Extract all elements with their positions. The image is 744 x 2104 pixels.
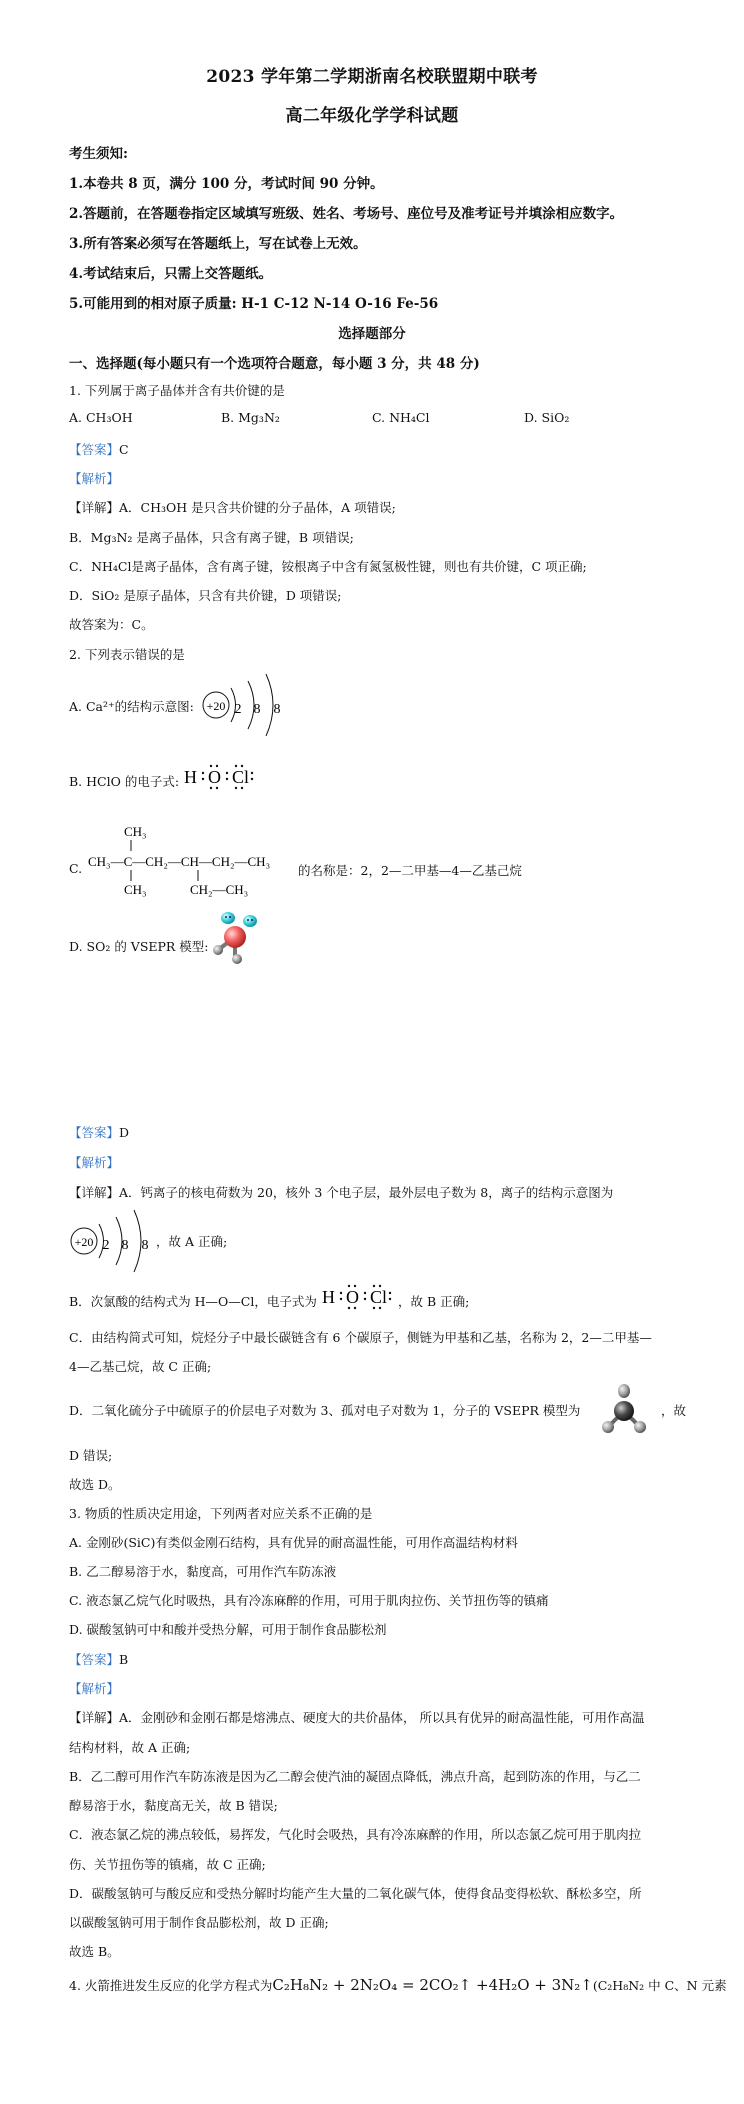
q3-analysis-tag: 【解析】 [69,1681,120,1696]
atom-h: H [184,767,197,787]
q2-option-c-prefix: C. [69,861,83,876]
page-subtitle: 高二年级化学学科试题 [285,106,459,126]
atom-cl: Cl [370,1287,388,1307]
branch-bottom-2: CH₂—CH₃ [190,882,249,897]
q2-option-d: D. SO₂ 的 VSEPR 模型: [69,939,209,954]
hclo-electron-formula [180,758,260,794]
q1-option-a: A. CH₃OH [69,410,133,425]
q3-option-a: A. 金刚砂(SiC)有类似金刚石结构，具有优异的耐高温性能，可用作高温结构材料 [69,1535,518,1550]
q2-stem: 2. 下列表示错误的是 [69,647,185,662]
q3-detail: C．液态氯乙烷的沸点较低，易挥发，气化时会吸热，具有冷冻麻醉的作用，所以态氯乙烷可用于肌肉拉 [69,1827,642,1842]
answer-value: C [119,442,129,457]
atom-h: H [322,1287,335,1307]
shell-count: 8 [253,702,261,717]
section-heading: 一、选择题(每小题只有一个选项符合题意，每小题 3 分，共 48 分) [69,356,480,372]
answer-tag: 【答案】 [69,1125,120,1140]
q3-option-d: D. 碳酸氢钠可中和酸并受热分解，可用于制作食品膨松剂 [69,1622,387,1637]
q1-detail: 【详解】A．CH₃OH 是只含共价键的分子晶体，A 项错误; [69,500,396,515]
ca-ion-diagram [198,670,288,740]
q2-detail-end: ，故 [661,1403,687,1418]
shell-arc [266,674,273,736]
hclo-electron-formula-detail [318,1278,398,1314]
q3-detail: 结构材料，故 A 正确; [69,1740,191,1755]
q2-detail: 4—乙基己烷，故 C 正确; [69,1359,212,1374]
notice-item: 2.答题前，在答题卷指定区域填写班级、姓名、考场号、座位号及准考证号并填涂相应数字。 [69,206,624,222]
branch-bottom-1: CH₃ [124,882,147,897]
q1-detail: C．NH₄Cl是离子晶体，含有离子键，铵根离子中含有氮氢极性键，则也有共价键，C 项正确; [69,559,587,574]
shell-count: 8 [121,1238,129,1253]
q2-analysis-tag: 【解析】 [69,1155,120,1170]
q3-option-b: B. 乙二醇易溶于水，黏度高，可用作汽车防冻液 [69,1564,337,1579]
main-chain: CH₃—C—CH₂—CH—CH₂—CH₃ [88,854,271,869]
q1-stem: 1. 下列属于离子晶体并含有共价键的是 [69,383,285,398]
notice-heading: 考生须知: [69,146,128,162]
answer-value: D [119,1125,130,1140]
section-part: 选择题部分 [338,326,406,342]
alkane-structure [86,818,296,900]
q3-answer [69,1650,128,1668]
q1-conclusion: 故答案为：C。 [69,617,154,632]
shell-count: 2 [234,702,242,717]
q4-stem-end: (C₂H₈N₂ 中 C、N 元素 [592,1978,727,1993]
q2-detail: B．次氯酸的结构式为 H—O—Cl，电子式为 [69,1294,317,1309]
q2-answer [69,1123,129,1141]
answer-tag: 【答案】 [69,442,120,457]
shell-count: 8 [141,1238,149,1253]
branch-top: CH₃ [124,824,147,839]
notice-item: 4.考试结束后，只需上交答题纸。 [69,266,273,282]
atom-o: O [346,1287,359,1307]
q2-option-c-suffix: 的名称是：2，2—二甲基—4—乙基己烷 [298,863,522,878]
page-title: 2023 学年第二学期浙南名校联盟期中联考 [206,67,538,87]
q2-detail: D 错误; [69,1448,113,1463]
q2-option-a: A. Ca²⁺的结构示意图: [69,699,194,714]
shell-count: 2 [102,1238,110,1253]
q3-detail: 以碳酸氢钠可用于制作食品膨松剂，故 D 正确; [69,1915,329,1930]
ca-ion-diagram-detail [66,1206,156,1276]
q2-detail-end: ，故 B 正确; [398,1294,470,1309]
q2-detail: D．二氧化硫分子中硫原子的价层电子对数为 3、孤对电子对数为 1，分子的 VSEPR 模型为 [69,1403,581,1418]
q2-conclusion: 故选 D。 [69,1477,121,1492]
atom-o: O [208,767,221,787]
q1-option-d: D. SiO₂ [524,410,570,425]
q3-detail: 醇易溶于水，黏度高无关，故 B 错误; [69,1798,278,1813]
notice-item: 3.所有答案必须写在答题纸上，写在试卷上无效。 [69,236,367,252]
q3-conclusion: 故选 B。 [69,1944,120,1959]
q3-detail: 【详解】A．金刚砂和金刚石都是熔沸点、硬度大的共价晶体， 所以具有优异的耐高温性能，可用作高温 [69,1710,645,1725]
q3-detail: 伤、关节扭伤等的镇痛，故 C 正确; [69,1857,266,1872]
q4-stem-start: 4. 火箭推进发生反应的化学方程式为 [69,1978,273,1993]
q3-detail: B．乙二醇可用作汽车防冻液是因为乙二醇会使汽油的凝固点降低，沸点升高，起到防冻的作用，与乙二 [69,1769,641,1784]
q2-detail: 【详解】A．钙离子的核电荷数为 20，核外 3 个电子层，最外层电子数为 8，离子的结构示意图为 [69,1185,614,1200]
q2-detail: C．由结构简式可知，烷烃分子中最长碳链含有 6 个碳原子，侧链为甲基和乙基，名称为 2，2—二甲基— [69,1330,652,1345]
nucleus-label: +20 [74,1235,94,1249]
q3-detail: D．碳酸氢钠可与酸反应和受热分解时均能产生大量的二氧化碳气体，使得食品变得松软、酥松多空，所 [69,1886,642,1901]
q3-stem: 3. 物质的性质决定用途，下列两者对应关系不正确的是 [69,1506,373,1521]
answer-tag: 【答案】 [69,1652,120,1667]
q4-stem [69,1976,727,1994]
notice-item: 1.本卷共 8 页，满分 100 分，考试时间 90 分钟。 [69,176,384,192]
vsepr-model-image-detail [598,1381,652,1439]
notice-item: 5.可能用到的相对原子质量: H-1 C-12 N-14 O-16 Fe-56 [69,296,439,312]
q1-answer [69,440,129,458]
q1-detail: B．Mg₃N₂ 是离子晶体，只含有离子键，B 项错误; [69,530,354,545]
q1-option-c: C. NH₄Cl [372,410,430,425]
vsepr-model-image [205,905,275,965]
q3-option-c: C. 液态氯乙烷气化时吸热，具有冷冻麻醉的作用，可用于肌肉拉伤、关节扭伤等的镇痛 [69,1593,549,1608]
q2-detail-end: ，故 A 正确; [156,1234,228,1249]
q1-option-b: B. Mg₃N₂ [221,410,280,425]
q2-option-b: B. HClO 的电子式: [69,774,180,789]
q1-analysis-tag: 【解析】 [69,471,120,486]
q1-detail: D．SiO₂ 是原子晶体，只含有共价键，D 项错误; [69,588,342,603]
atom-cl: Cl [232,767,250,787]
nucleus-label: +20 [206,699,226,713]
q4-equation: C₂H₈N₂ + 2N₂O₄ = 2CO₂↑ +4H₂O + 3N₂↑ [272,1976,593,1994]
shell-count: 8 [273,702,281,717]
answer-value: B [119,1652,129,1667]
